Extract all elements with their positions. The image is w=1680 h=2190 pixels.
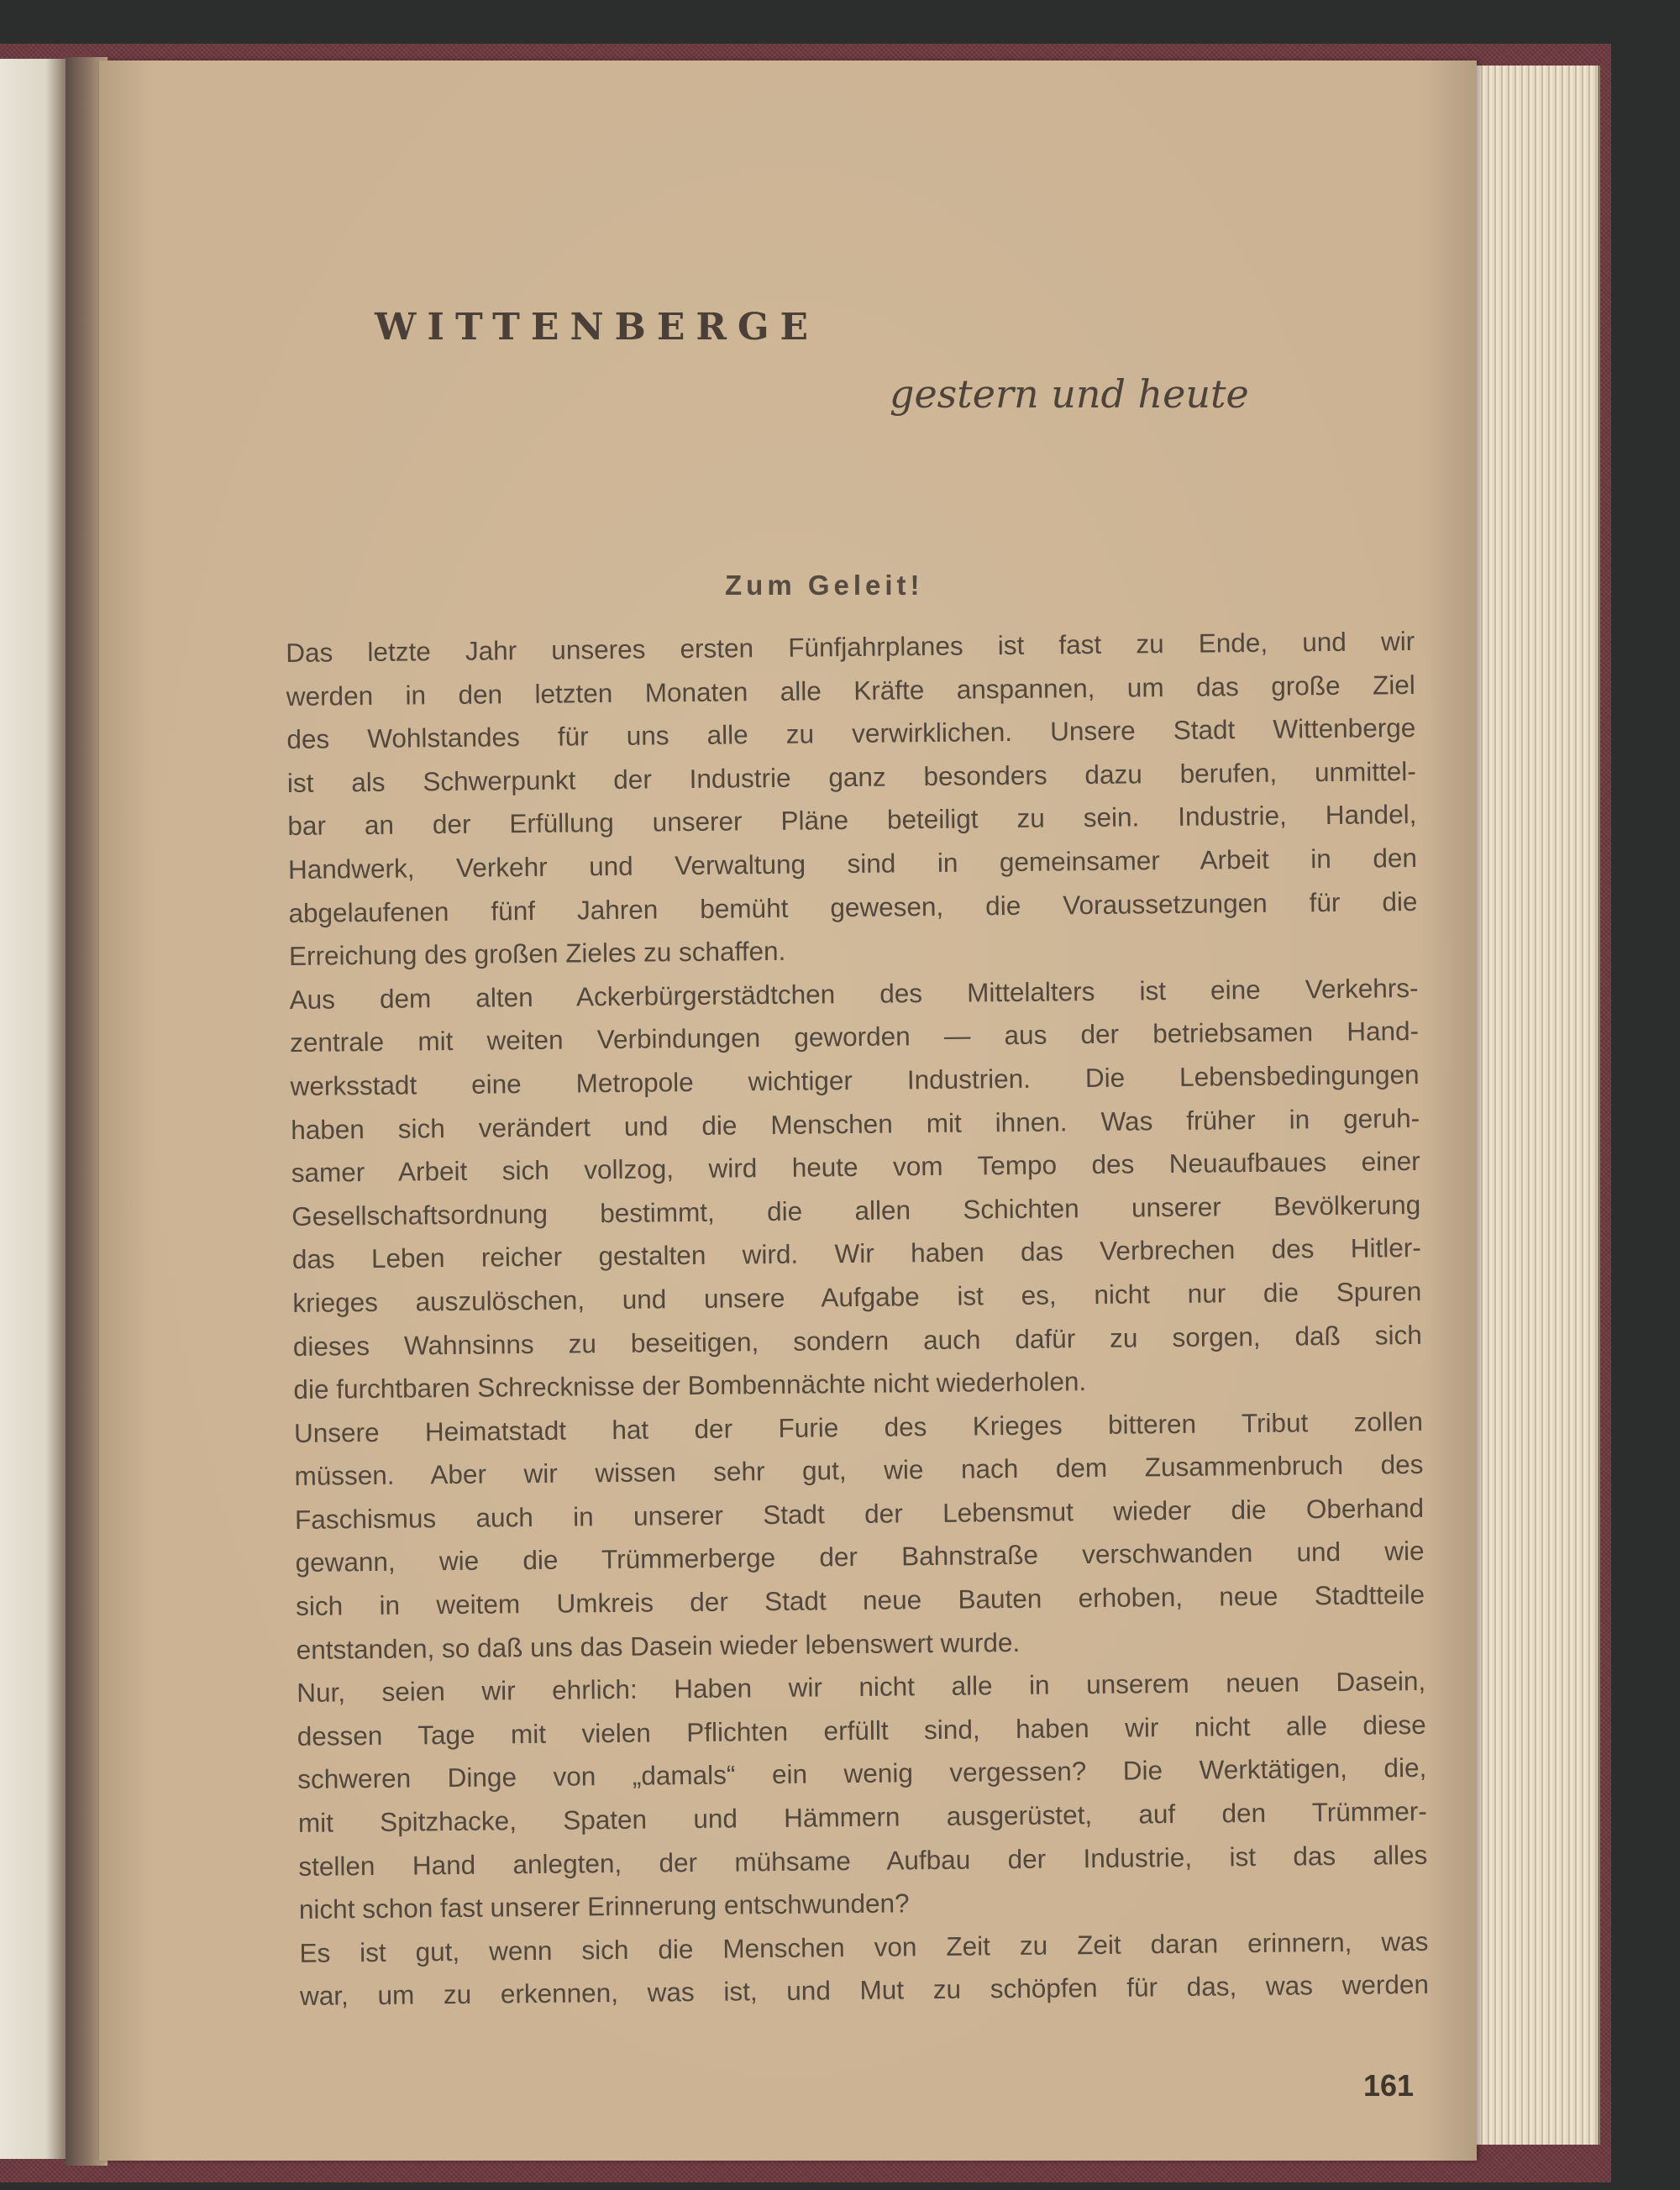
page-stack-edge	[1472, 66, 1600, 2145]
text-line: Es ist gut, wenn sich die Menschen von Zeit zu Zeit daran erinnern, was	[299, 1925, 1429, 1968]
text-line: samer Arbeit sich vollzog, wird heute vom Tempo des Neuaufbaues einer	[291, 1146, 1420, 1189]
text-line: des Wohlstandes für uns alle zu verwirklichen. Unsere Stadt Wittenberge	[286, 712, 1416, 755]
text-line: das Leben reicher gestalten wird. Wir haben das Verbrechen des Hitler-	[291, 1232, 1421, 1275]
body-text	[286, 620, 1429, 2019]
section-heading: Zum Geleit!	[725, 570, 924, 601]
text-line: Gesellschaftsordnung bestimmt, die allen Schichten unserer Bevölkerung	[291, 1189, 1421, 1232]
text-line: Nur, seien wir ehrlich: Haben wir nicht alle in unserem neuen Dasein,	[297, 1666, 1426, 1709]
page-number: 161	[1363, 2068, 1415, 2103]
left-page-edge	[0, 59, 66, 2159]
text-line: entstanden, so daß uns das Dasein wieder lebenswert wurde.	[296, 1626, 1021, 1665]
text-line: ist als Schwerpunkt der Industrie ganz besonders dazu berufen, unmittel-	[286, 755, 1416, 798]
text-line: die furchtbaren Schrecknisse der Bombennächte nicht wiederholen.	[293, 1366, 1087, 1405]
text-line: dieses Wahnsinns zu beseitigen, sondern auch dafür zu sorgen, daß sich	[292, 1319, 1423, 1362]
text-line: werksstadt eine Metropole wichtiger Industrien. Die Lebensbedingungen	[290, 1058, 1420, 1101]
book-page	[99, 60, 1477, 2161]
page-title: WITTENBERGE	[375, 306, 820, 349]
text-line: werden in den letzten Monaten alle Kräfte anspannen, um das große Ziel	[286, 669, 1415, 712]
text-line: stellen Hand anlegten, der mühsame Aufbau der Industrie, ist das alles	[298, 1839, 1428, 1882]
text-line: bar an der Erfüllung unserer Pläne beteiligt zu sein. Industrie, Handel,	[287, 799, 1417, 842]
text-line: haben sich verändert und die Menschen mit ihnen. Was früher in geruh-	[291, 1102, 1420, 1145]
text-line: sich in weitem Umkreis der Stadt neue Bauten erhoben, neue Stadtteile	[295, 1578, 1425, 1621]
text-line: Unsere Heimatstadt hat der Furie des Krieges bitteren Tribut zollen	[293, 1405, 1424, 1448]
text-line: nicht schon fast unserer Erinnerung entschwunden?	[298, 1888, 910, 1925]
text-line: abgelaufenen fünf Jahren bemüht gewesen, die Voraussetzungen für die	[288, 885, 1418, 928]
text-line: mit Spitzhacke, Spaten und Hämmern ausgerüstet, auf den Trümmer-	[297, 1795, 1427, 1838]
text-line: zentrale mit weiten Verbindungen geworden — aus der betriebsamen Hand-	[289, 1016, 1420, 1058]
text-line: Das letzte Jahr unseres ersten Fünfjahrplanes ist fast zu Ende, und wir	[286, 625, 1415, 668]
text-line: Faschismus auch in unserer Stadt der Lebensmut wieder die Oberhand	[294, 1492, 1425, 1535]
text-line: müssen. Aber wir wissen sehr gut, wie nach dem Zusammenbruch des	[294, 1449, 1424, 1492]
text-line: Aus dem alten Ackerbürgerstädtchen des Mittelalters ist eine Verkehrs-	[289, 972, 1419, 1015]
text-line: Handwerk, Verkehr und Verwaltung sind in gemeinsamer Arbeit in den	[287, 842, 1418, 885]
text-line: gewann, wie die Trümmerberge der Bahnstraße verschwanden und wie	[295, 1536, 1425, 1578]
page-subtitle: gestern und heute	[890, 371, 1249, 417]
text-line: schweren Dinge von „damals“ ein wenig vergessen? Die Werktätigen, die,	[297, 1752, 1427, 1795]
text-line: Erreichung des großen Zieles zu schaffen.	[288, 935, 786, 972]
text-line: dessen Tage mit vielen Pflichten erfüllt sind, haben wir nicht alle diese	[297, 1709, 1426, 1751]
text-line: krieges auszulöschen, und unsere Aufgabe ist es, nicht nur die Spuren	[292, 1275, 1422, 1318]
text-line: war, um zu erkennen, was ist, und Mut zu schöpfen für das, was werden	[299, 1969, 1430, 2012]
